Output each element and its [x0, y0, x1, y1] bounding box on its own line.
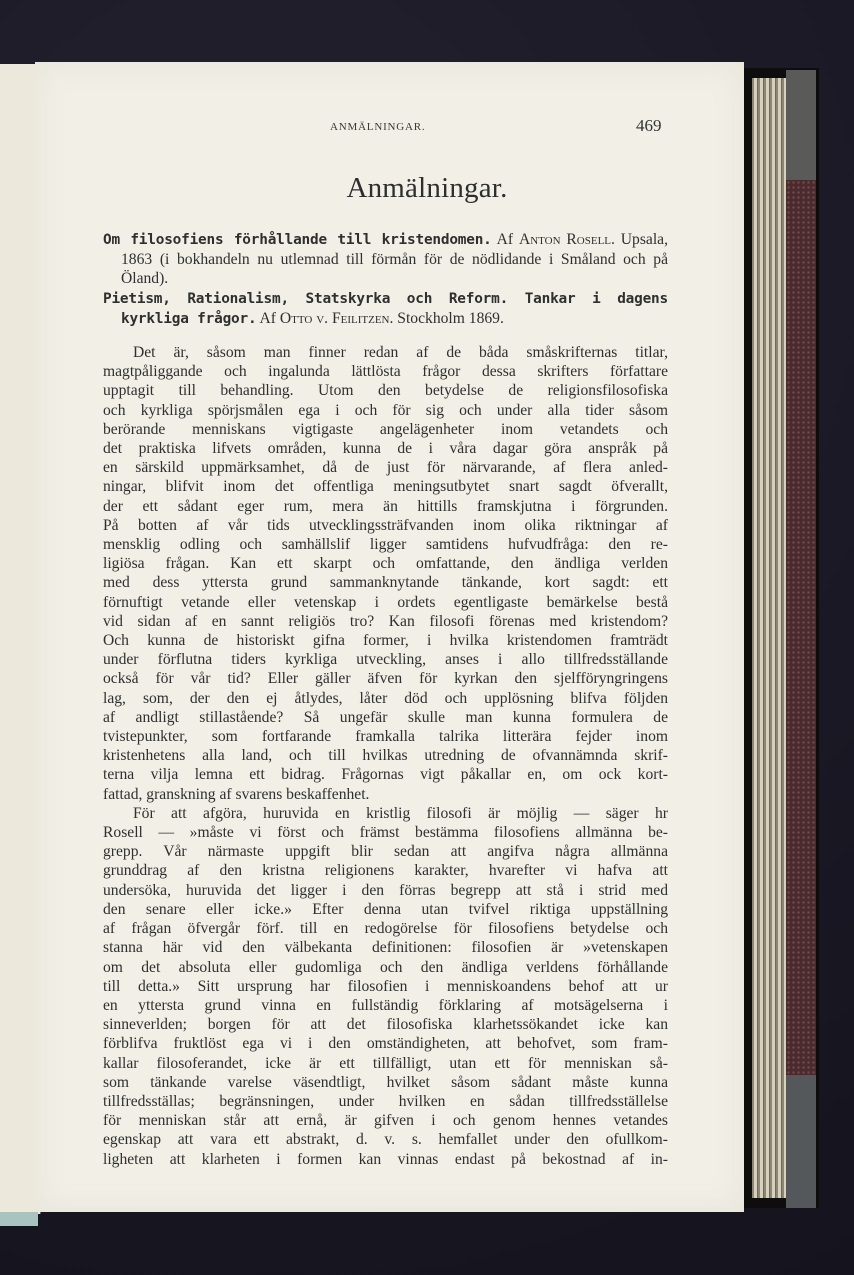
- text-line: vid sidan af en sannt religiös tro? Kan filosofi förenas med kristendom?: [103, 612, 668, 630]
- section-title: Anmälningar.: [346, 172, 508, 204]
- entry-feilitzen: [103, 289, 668, 329]
- text-line: Det är, såsom man finner redan af de båda småskrifternas titlar,: [133, 344, 668, 361]
- text-line: tvistepunkter, som fortfarande framkalla talrika litterära fejder inom: [103, 728, 668, 746]
- text-line: Och kunna de historiskt gifna former, i hvilka kristendomen framträdt: [103, 632, 668, 650]
- text-line: berörande menniskans vigtigaste angelägenheter inom vetandets och: [103, 420, 668, 438]
- entry-author: Otto v. Feilitzen.: [279, 309, 394, 327]
- entry-rosell: [103, 230, 668, 289]
- text-line: undersöka, huruvida det ligger i den förras begrepp att stå i strid med: [103, 881, 668, 899]
- text-line: grunddrag af den kristna religionens karakter, hvarefter vi hafva att: [103, 862, 668, 880]
- page-block-edges: [752, 78, 786, 1198]
- running-title: ANMÄLNINGAR.: [330, 121, 426, 133]
- text-line: det praktiska lifvets områden, kunna de i våra dagar göra anspråk på: [103, 440, 668, 458]
- left-page-fore-edge: [0, 1212, 38, 1226]
- text-line: magtpåliggande och ingalunda lättlösta frågor dessa skrifters författare: [103, 363, 668, 381]
- entry-details: Upsala, 1863 (i bokhandeln nu utlemnad till förmån för de nödlidande i Småland och på Öland).: [121, 231, 668, 288]
- text-line: den senare eller icke.» Efter denna utan tvifvel riktiga uppställning: [103, 900, 668, 918]
- text-line: mensklig odling och samhällslif ligger samtidens hufvudfråga: den re-: [103, 536, 668, 554]
- text-line: upptagit till behandling. Utom den betydelse de religionsfilosofiska: [103, 382, 668, 400]
- text-line: der ett sådant eger rum, mera än hittills framskjutna i förgrunden.: [103, 497, 668, 515]
- text-line: en särskild uppmärksamhet, då de just för närvarande, af flera anled-: [103, 459, 668, 477]
- entry-author: Anton Rosell.: [518, 231, 615, 248]
- text-line: och kyrkliga spörjsmålen ega i och för sig och under alla tider såsom: [103, 401, 668, 419]
- text-line: terna vilja lemna ett bidrag. Frågornas vigt påkallar en, om ock kort-: [103, 766, 668, 784]
- page-number: 469: [636, 116, 662, 135]
- text-line: kristenhetens alla land, och till hvilkas utredning de ofvannämnda skrif-: [103, 747, 668, 765]
- text-line: som tänkande varelse väsendtligt, hvilket såsom sådant måste kunna: [103, 1073, 668, 1091]
- text-line: en yttersta grund vinna en fullständig förklaring af motsägelserna i: [103, 996, 668, 1014]
- cover-corner-bottom: [786, 1075, 816, 1208]
- text-line: också för vår tid? Eller gäller äfven för kyrkan den sjelfföryngringens: [103, 670, 668, 688]
- entry-title: Pietism, Rationalism, Statskyrka och Reform. Tankar i dagens kyrkliga frågor.: [103, 290, 668, 327]
- text-line: af frågan öfvergår förf. till en redogörelse för filosofiens betydelse och: [103, 920, 668, 938]
- text-line: till detta.» Sitt ursprung har filosofien i menniskoandens behof att ur: [103, 977, 668, 995]
- entry-by: Af: [259, 309, 276, 327]
- text-line: ningar, blifvit inom det offentliga meningsutbytet snart sagdt öfverallt,: [103, 478, 668, 496]
- text-line: förblifva fruktlöst ega vi i den omständigheten, att behofvet, som fram-: [103, 1035, 668, 1053]
- entry-by: Af: [496, 231, 514, 248]
- leather-cover: [786, 180, 816, 1075]
- text-line: kallar filosoferandet, icke är ett tillfälligt, utan ett för menniskan så-: [103, 1054, 668, 1072]
- text-line: ligiösa frågan. Kan ett skarpt och omfattande, den ändliga verlden: [103, 555, 668, 573]
- reviewed-works: [103, 230, 668, 329]
- text-line: Rosell — »måste vi först och främst bestämma filosofiens allmänna be-: [103, 824, 668, 842]
- text-line: grepp. Vår närmaste uppgift blir sedan att angifva några allmänna: [103, 843, 668, 861]
- text-line: egenskap att vara ett abstrakt, d. v. s. hemfallet under den ofullkom-: [103, 1131, 668, 1149]
- text-line: ligheten att klarheten i formen kan vinnas endast på bekostnad af in-: [103, 1150, 668, 1168]
- text-line: tillfredsställas; begränsningen, under hvilken en sådan tillfredsställelse: [103, 1092, 668, 1110]
- text-line: förnuftigt vetande eller vetenskap i ordets egentligaste bemärkelse bestå: [103, 593, 668, 611]
- text-line: om det absoluta eller gudomliga och den ändliga verldens förhållande: [103, 958, 668, 976]
- review-body: [103, 343, 668, 1169]
- text-line: stanna här vid den välbekanta definitionen: filosofien är »vetenskapen: [103, 939, 668, 957]
- text-line: för menniskan står att ernå, är gifven i och genom hennes vetandes: [103, 1112, 668, 1130]
- text-line: sinneverlden; borgen för att det filosofiska klarhetssökandet icke kan: [103, 1016, 668, 1034]
- entry-details: Stockholm 1869.: [397, 309, 504, 327]
- running-head: [0, 118, 854, 138]
- text-line: under förflutna tiders kyrkliga utveckling, anses i allo tillfredsställande: [103, 651, 668, 669]
- text-line: med dess yttersta grund sammanknytande tänkande, kort sagdt: ett: [103, 574, 668, 592]
- entry-title: Om filosofiens förhållande till kristendomen.: [103, 232, 492, 248]
- text-line: af andligt stillastående? Så ungefär skulle man kunna formulera de: [103, 708, 668, 726]
- text-line: För att afgöra, huruvida en kristlig filosofi är möjlig — säger hr: [133, 804, 668, 822]
- text-line: lag, som, der den ej åtlydes, låter död och upplösning blifva följden: [103, 689, 668, 707]
- text-line: På botten af vår tids utvecklingssträfvanden inom olika riktningar af: [103, 516, 668, 534]
- text-line: fattad, granskning af svarens beskaffenhet.: [103, 785, 370, 803]
